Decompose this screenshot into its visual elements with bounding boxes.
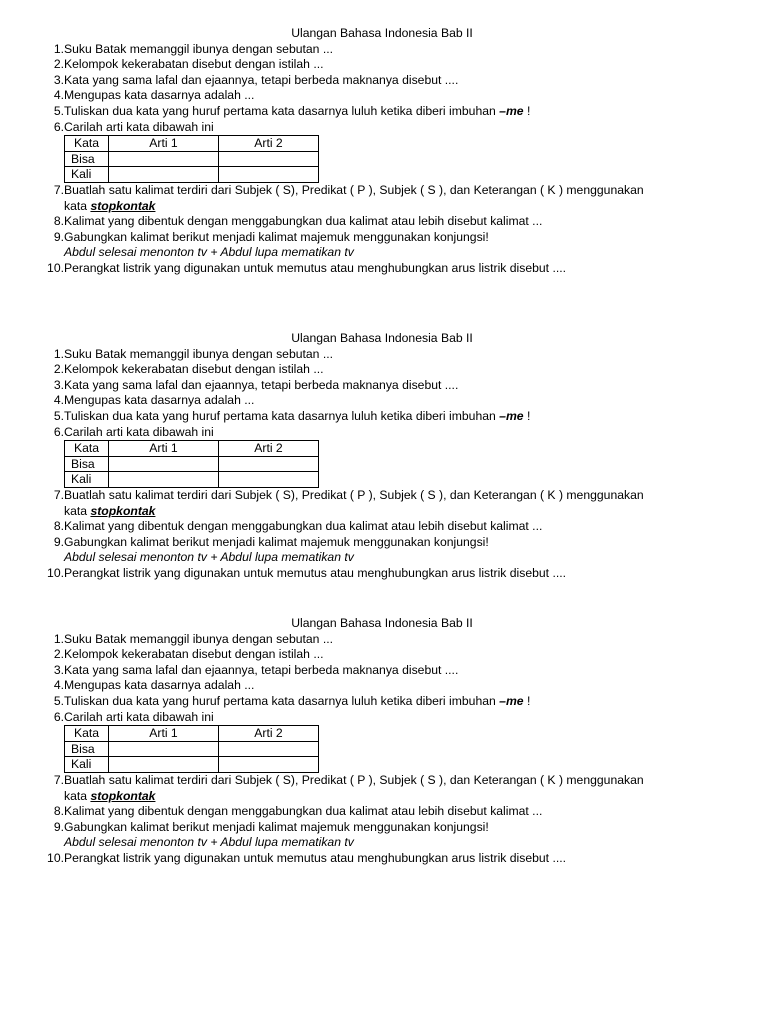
question-10 (36, 851, 706, 867)
question-7-continuation: kata stopkontak (64, 788, 156, 803)
question-number: 6. (53, 424, 64, 439)
question-text: Mengupas kata dasarnya adalah ... (64, 88, 255, 103)
quiz-copy-2 (36, 331, 706, 582)
quiz-copy-1 (36, 26, 706, 277)
question-text: Perangkat listrik yang digunakan untuk memutus atau menghubungkan arus listrik disebut .... (64, 260, 567, 275)
table-header-row (65, 441, 319, 457)
question-text: Tuliskan dua kata yang huruf pertama kata dasarnya luluh ketika diberi imbuhan –me ! (64, 408, 531, 423)
table-header-row (65, 726, 319, 742)
question-number: 3. (53, 72, 64, 87)
question-5 (36, 694, 706, 710)
question-4 (36, 393, 706, 409)
question-text: Gabungkan kalimat berikut menjadi kalimat majemuk menggunakan konjungsi! (64, 229, 489, 244)
question-7 (36, 773, 706, 789)
question-10 (36, 261, 706, 277)
question-7-continuation: kata stopkontak (64, 503, 156, 518)
quiz-title: Ulangan Bahasa Indonesia Bab II (291, 331, 473, 345)
question-7-continuation: kata stopkontak (64, 198, 156, 213)
question-text: Kata yang sama lafal dan ejaannya, tetapi berbeda maknanya disebut .... (64, 662, 459, 677)
header-kata: Kata (65, 136, 109, 152)
question-text: Perangkat listrik yang digunakan untuk memutus atau menghubungkan arus listrik disebut .... (64, 565, 567, 580)
question-6 (36, 425, 706, 441)
header-arti-1: Arti 1 (109, 136, 219, 152)
affix-me: –me (499, 693, 524, 708)
question-8 (36, 804, 706, 820)
word-cell: Kali (65, 472, 109, 488)
question-7 (36, 183, 706, 199)
question-number: 4. (53, 88, 64, 103)
question-text: Mengupas kata dasarnya adalah ... (64, 678, 255, 693)
question-number: 5. (53, 693, 64, 708)
answer-cell[interactable] (109, 472, 219, 488)
word-cell: Kali (65, 167, 109, 183)
question-number: 8. (53, 804, 64, 819)
affix-me: –me (499, 408, 524, 423)
question-number: 2. (53, 57, 64, 72)
question-text: Carilah arti kata dibawah ini (64, 424, 214, 439)
table-row (65, 741, 319, 757)
question-7 (36, 488, 706, 504)
question-8 (36, 214, 706, 230)
question-number: 7. (53, 487, 64, 502)
question-text: Kelompok kekerabatan disebut dengan istilah ... (64, 362, 324, 377)
quiz-title: Ulangan Bahasa Indonesia Bab II (291, 616, 473, 630)
word-cell: Bisa (65, 151, 109, 167)
question-number: 6. (53, 709, 64, 724)
answer-cell[interactable] (219, 456, 319, 472)
question-9 (36, 230, 706, 246)
question-10 (36, 566, 706, 582)
question-text: Kalimat yang dibentuk dengan menggabungkan dua kalimat atau lebih disebut kalimat ... (64, 519, 543, 534)
word-cell: Bisa (65, 456, 109, 472)
table-row (65, 472, 319, 488)
question-1 (36, 347, 706, 363)
question-2 (36, 362, 706, 378)
question-number: 8. (53, 519, 64, 534)
question-1 (36, 632, 706, 648)
question-text: Tuliskan dua kata yang huruf pertama kata dasarnya luluh ketika diberi imbuhan –me ! (64, 103, 531, 118)
table-row (65, 757, 319, 773)
question-text: Buatlah satu kalimat terdiri dari Subjek ( S), Predikat ( P ), Subjek ( S ), dan Keterangan ( K ) menggunakan (64, 182, 644, 197)
question-text: Mengupas kata dasarnya adalah ... (64, 393, 255, 408)
question-number: 2. (53, 647, 64, 662)
question-text: Carilah arti kata dibawah ini (64, 119, 214, 134)
question-9 (36, 535, 706, 551)
question-text: Suku Batak memanggil ibunya dengan sebutan ... (64, 41, 333, 56)
word-cell: Kali (65, 757, 109, 773)
question-text: Kelompok kekerabatan disebut dengan istilah ... (64, 57, 324, 72)
question-9-example: Abdul selesai menonton tv + Abdul lupa mematikan tv (64, 550, 354, 565)
question-number: 1. (53, 631, 64, 646)
question-2 (36, 57, 706, 73)
question-text: Carilah arti kata dibawah ini (64, 709, 214, 724)
question-number: 7. (53, 182, 64, 197)
answer-cell[interactable] (109, 151, 219, 167)
answer-cell[interactable] (109, 456, 219, 472)
quiz-title: Ulangan Bahasa Indonesia Bab II (291, 26, 473, 40)
question-text: Suku Batak memanggil ibunya dengan sebutan ... (64, 346, 333, 361)
header-kata: Kata (65, 441, 109, 457)
table-row (65, 167, 319, 183)
question-number: 5. (53, 408, 64, 423)
question-text: Kata yang sama lafal dan ejaannya, tetapi berbeda maknanya disebut .... (64, 72, 459, 87)
question-number: 4. (53, 678, 64, 693)
question-6 (36, 120, 706, 136)
question-text: Kalimat yang dibentuk dengan menggabungkan dua kalimat atau lebih disebut kalimat ... (64, 804, 543, 819)
question-5 (36, 104, 706, 120)
question-5 (36, 409, 706, 425)
question-6 (36, 710, 706, 726)
question-text: Perangkat listrik yang digunakan untuk memutus atau menghubungkan arus listrik disebut .... (64, 850, 567, 865)
question-text: Kelompok kekerabatan disebut dengan istilah ... (64, 647, 324, 662)
question-number: 9. (53, 819, 64, 834)
header-arti-1: Arti 1 (109, 441, 219, 457)
question-text: Gabungkan kalimat berikut menjadi kalimat majemuk menggunakan konjungsi! (64, 534, 489, 549)
question-3 (36, 663, 706, 679)
table-header-row (65, 136, 319, 152)
question-number: 10. (47, 565, 64, 580)
header-arti-2: Arti 2 (219, 136, 319, 152)
question-number: 10. (47, 850, 64, 865)
question-text: Gabungkan kalimat berikut menjadi kalimat majemuk menggunakan konjungsi! (64, 819, 489, 834)
question-1 (36, 42, 706, 58)
answer-cell[interactable] (219, 741, 319, 757)
question-9-example: Abdul selesai menonton tv + Abdul lupa mematikan tv (64, 835, 354, 850)
answer-cell[interactable] (219, 472, 319, 488)
question-text: Buatlah satu kalimat terdiri dari Subjek ( S), Predikat ( P ), Subjek ( S ), dan Keterangan ( K ) menggunakan (64, 772, 644, 787)
question-text: Kata yang sama lafal dan ejaannya, tetapi berbeda maknanya disebut .... (64, 377, 459, 392)
question-text: Buatlah satu kalimat terdiri dari Subjek ( S), Predikat ( P ), Subjek ( S ), dan Keterangan ( K ) menggunakan (64, 487, 644, 502)
question-number: 4. (53, 393, 64, 408)
answer-cell[interactable] (219, 167, 319, 183)
question-4 (36, 678, 706, 694)
question-number: 3. (53, 377, 64, 392)
question-4 (36, 88, 706, 104)
meaning-table (64, 440, 319, 488)
question-number: 9. (53, 229, 64, 244)
question-text: Suku Batak memanggil ibunya dengan sebutan ... (64, 631, 333, 646)
answer-cell[interactable] (109, 741, 219, 757)
question-3 (36, 378, 706, 394)
question-number: 6. (53, 119, 64, 134)
question-number: 10. (47, 260, 64, 275)
question-2 (36, 647, 706, 663)
word-cell: Bisa (65, 741, 109, 757)
question-number: 1. (53, 346, 64, 361)
question-number: 3. (53, 662, 64, 677)
quiz-copy-3 (36, 616, 706, 867)
table-row (65, 456, 319, 472)
question-8 (36, 519, 706, 535)
question-9-example: Abdul selesai menonton tv + Abdul lupa mematikan tv (64, 245, 354, 260)
header-arti-1: Arti 1 (109, 726, 219, 742)
table-row (65, 151, 319, 167)
question-number: 2. (53, 362, 64, 377)
affix-me: –me (499, 103, 524, 118)
answer-cell[interactable] (109, 757, 219, 773)
question-number: 9. (53, 534, 64, 549)
question-text: Tuliskan dua kata yang huruf pertama kata dasarnya luluh ketika diberi imbuhan –me ! (64, 693, 531, 708)
header-arti-2: Arti 2 (219, 726, 319, 742)
answer-cell[interactable] (219, 757, 319, 773)
keyword-stopkontak: stopkontak (90, 788, 156, 803)
meaning-table (64, 135, 319, 183)
question-9 (36, 820, 706, 836)
question-number: 7. (53, 772, 64, 787)
meaning-table (64, 725, 319, 773)
question-number: 5. (53, 103, 64, 118)
keyword-stopkontak: stopkontak (90, 503, 156, 518)
header-arti-2: Arti 2 (219, 441, 319, 457)
question-number: 1. (53, 41, 64, 56)
header-kata: Kata (65, 726, 109, 742)
answer-cell[interactable] (109, 167, 219, 183)
keyword-stopkontak: stopkontak (90, 198, 156, 213)
question-number: 8. (53, 214, 64, 229)
question-3 (36, 73, 706, 89)
answer-cell[interactable] (219, 151, 319, 167)
question-text: Kalimat yang dibentuk dengan menggabungkan dua kalimat atau lebih disebut kalimat ... (64, 214, 543, 229)
